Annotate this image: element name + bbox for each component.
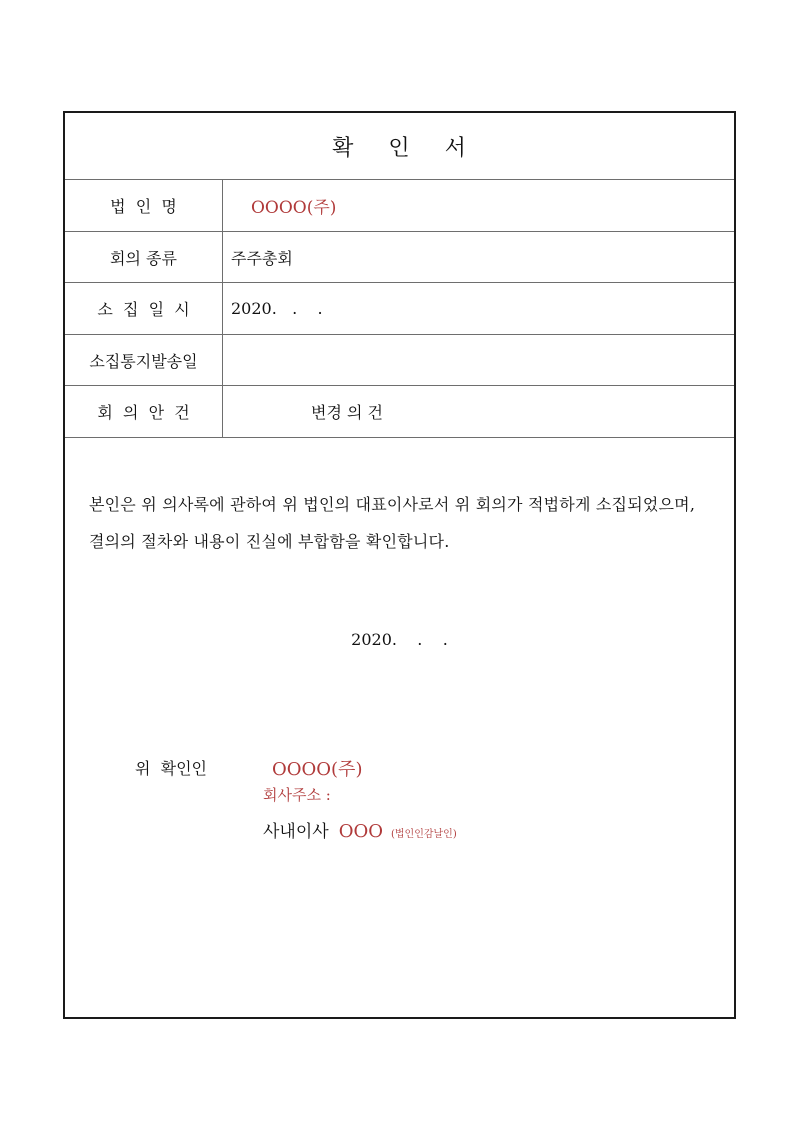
value-agenda: 변경 의 건: [311, 403, 383, 422]
confirmation-document: [63, 111, 736, 1019]
title-char: 인: [388, 135, 411, 161]
title-char: 서: [444, 135, 467, 161]
row-corporation-name: [65, 180, 734, 232]
director-name: OOO: [338, 821, 383, 842]
label-corporation-name: 법 인 명: [65, 180, 223, 231]
title-row: [65, 113, 734, 180]
seal-note: (법인인감날인): [390, 829, 457, 840]
confirmer-label: 위 확인인: [135, 759, 207, 778]
signing-date: 2020. . .: [351, 630, 448, 649]
row-agenda: [65, 386, 734, 438]
value-convening-date: 2020. . .: [231, 299, 323, 318]
document-title: [315, 131, 484, 162]
director-title: 사내이사: [263, 822, 329, 842]
label-meeting-type: 회의 종류: [65, 232, 223, 282]
label-notice-date: 소집통지발송일: [65, 335, 223, 385]
value-corporation-name: OOOO(주): [251, 198, 337, 218]
company-address-label: 회사주소 :: [263, 786, 331, 804]
row-notice-date: [65, 335, 734, 386]
row-convening-date: [65, 283, 734, 335]
director-line: [263, 817, 457, 842]
confirmation-statement: 본인은 위 의사록에 관하여 위 법인의 대표이사로서 위 회의가 적법하게 소집되었으며, 결의의 절차와 내용이 진실에 부합함을 확인합니다.: [89, 495, 696, 551]
row-meeting-type: [65, 232, 734, 283]
label-convening-date: 소 집 일 시: [65, 283, 223, 334]
title-char: 확: [332, 135, 355, 161]
value-notice-date: [223, 335, 734, 385]
confirmer-company: OOOO(주): [272, 759, 363, 780]
label-agenda: 회 의 안 건: [65, 386, 223, 437]
value-meeting-type: 주주총회: [231, 248, 293, 268]
